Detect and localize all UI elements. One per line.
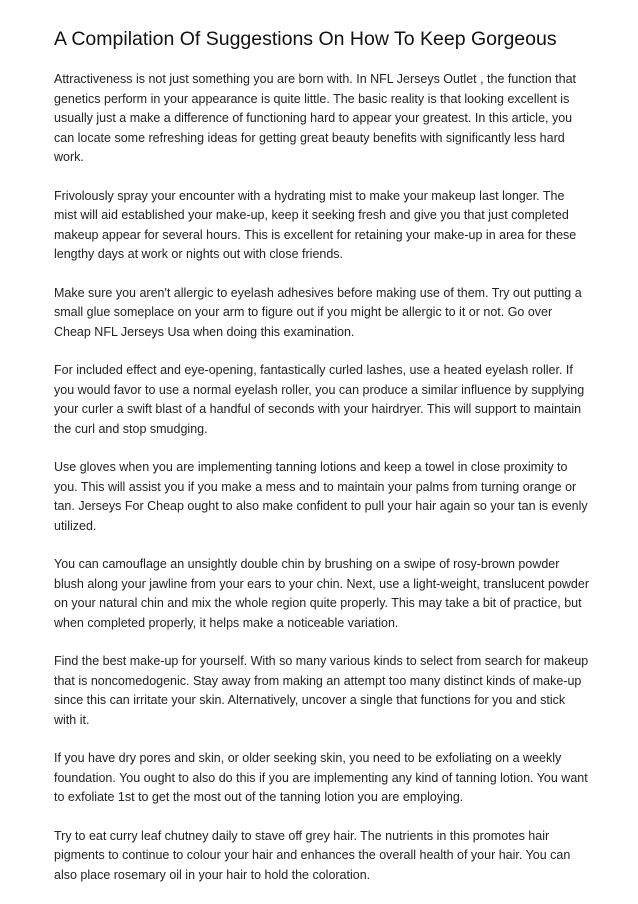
paragraph-8: If you have dry pores and skin, or older seeking skin, you need to be exfoliating on a weekly foundation. You ought to also do this if you are implementing any kind of tanning lotion. You want to exfoliate 1st to get the most out of the tanning lotion you are employing. [54,751,588,804]
paragraph-9: Try to eat curry leaf chutney daily to stave off grey hair. The nutrients in this promotes hair pigments to continue to colour your hair and enhances the overall health of your hair. You can also place rosemary oil in your hair to hold the coloration. [54,828,571,882]
page-title: A Compilation Of Suggestions On How To Keep Gorgeous [54,28,557,50]
paragraph-1: Attractiveness is not just something you are born with. In NFL Jerseys Outlet , the function that genetics perform in your appearance is quite little. The basic reality is that looking excellent is usually just a make a difference of functioning hard to appear your greatest. In this article, you can locate some refreshing ideas for getting great beauty benefits with significantly less hard work. [54,72,577,164]
paragraph-3: Make sure you aren't allergic to eyelash adhesives before making use of them. Try out putting a small glue someplace on your arm to figure out if you might be allergic to it or not. Go over Cheap NFL Jerseys Usa when doing this examination. [54,285,582,339]
paragraph-7: Find the best make-up for yourself. With so many various kinds to select from search for makeup that is noncomedogenic. Stay away from making an attempt too many distinct kinds of make-up since this can irritate your skin. Alternatively, uncover a single that functions for you and stick with it. [54,654,589,727]
paragraph-6: You can camouflage an unsightly double chin by brushing on a swipe of rosy-brown powder blush along your jawline from your ears to your chin. Next, use a light-weight, translucent powder on your natural chin and mix the whole region quite properly. This may take a bit of practice, but when completed properly, it helps make a noticeable variation. [54,557,589,630]
paragraph-2: Frivolously spray your encounter with a hydrating mist to make your makeup last longer. The mist will aid established your make-up, keep it seeking fresh and give you that just completed makeup appear for several hours. This is excellent for retaining your make-up in area for these lengthy days at work or nights out with close friends. [54,188,577,261]
document-page [54,26,590,904]
paragraph-4: For included effect and eye-opening, fantastically curled lashes, use a heated eyelash roller. If you would favor to use a normal eyelash roller, you can produce a similar influence by supplying your curler a swift blast of a handful of seconds with your hairdryer. This will support to maintain the curl and stop smudging. [54,363,585,436]
paragraph-5: Use gloves when you are implementing tanning lotions and keep a towel in close proximity to you. This will assist you if you make a mess and to maintain your palms from turning orange or tan. Jerseys For Cheap ought to also make confident to pull your hair again so your tan is evenly utilized. [54,460,588,533]
